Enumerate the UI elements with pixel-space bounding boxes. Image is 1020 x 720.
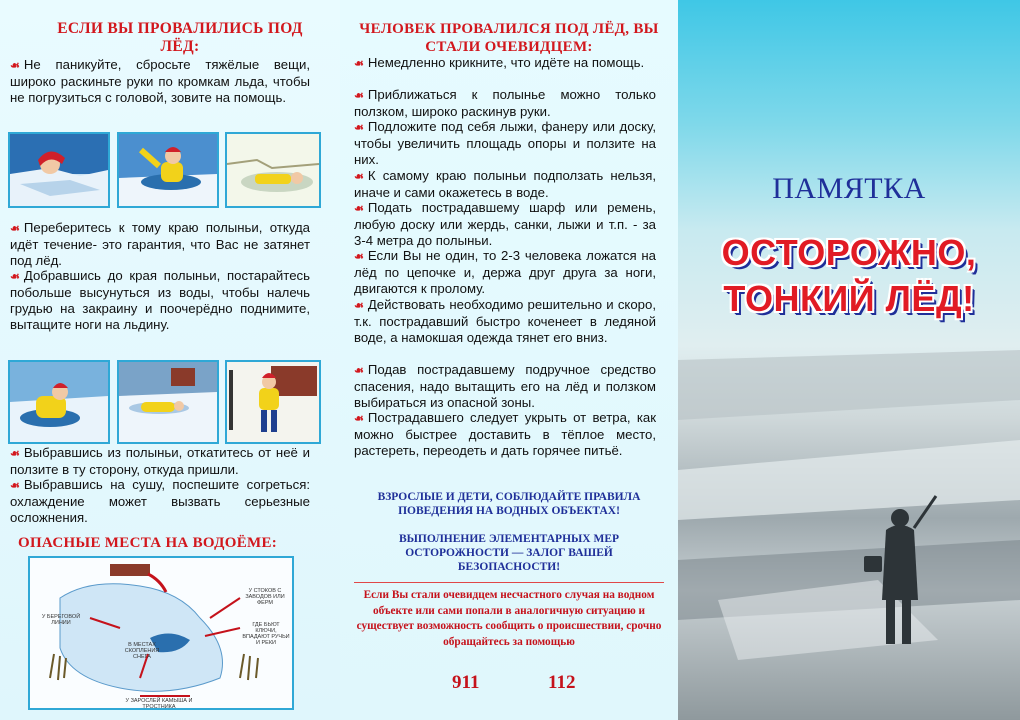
cover-title-line-1: ОСТОРОЖНО, (721, 232, 977, 273)
rules-reminder: ВЗРОСЛЫЕ И ДЕТИ, СОБЛЮДАЙТЕ ПРАВИЛА ПОВЕДЕНИЯ НА ВОДНЫХ ОБЪЕКТАХ! (377, 491, 641, 517)
bullet-icon: ☙ (354, 203, 364, 215)
bullet-icon: ☙ (10, 60, 20, 72)
left-panel (0, 0, 340, 720)
illustration-5 (117, 360, 219, 444)
left-paragraph-4: ☙ Выбравшись из полыньи, откатитесь от неё и ползите в ту сторону, откуда пришли. (10, 445, 310, 477)
instruction-item: ☙ Если Вы не один, то 2-3 человека ложатся на лёд по цепочке и, держа друг друга за ноги, двигаются к пролому. (354, 248, 656, 296)
bullet-icon: ☙ (354, 90, 364, 102)
emergency-note: Если Вы стали очевидцем несчастного случая на водном объекте или сами попали в аналогичную ситуацию и существует возможность сообщить о происшествии, срочно обращайтесь за помощью (356, 589, 662, 648)
instruction-item: ☙ К самому краю полыньи подползать нельзя, иначе и сами окажетесь в воде. (354, 168, 656, 200)
instruction-item: ☙ Действовать необходимо решительно и скоро, т.к. пострадавший быстро коченеет в ледяной воде, а намокшая одежда тянет его вниз. (354, 297, 656, 345)
illustration-2 (117, 132, 219, 208)
phone-911[interactable]: 911 (452, 672, 480, 693)
illustration-6 (225, 360, 321, 444)
bullet-icon: ☙ (354, 251, 364, 263)
bullet-icon: ☙ (354, 413, 364, 425)
map-label-reeds: У ЗАРОСЛЕЙ КАМЫША И ТРОСТНИКА (125, 698, 193, 710)
illustration-4 (8, 360, 110, 444)
bullet-icon: ☙ (10, 448, 20, 460)
phone-112[interactable]: 112 (548, 672, 576, 693)
middle-panel (340, 0, 678, 720)
instruction-item: ☙ Подложите под себя лыжи, фанеру или доску, чтобы увеличить площадь опоры и ползите на них. (354, 119, 656, 167)
bullet-icon: ☙ (10, 480, 20, 492)
instruction-item: ☙ Пострадавшего следует укрыть от ветра, как можно быстрее доставить в тёплое место, растереть, переодеть и дать горячее питьё. (354, 410, 656, 458)
illustration-3 (225, 132, 321, 208)
dangerous-places-map (28, 556, 294, 710)
instruction-item: ☙ Немедленно крикните, что идёте на помощь. (354, 55, 645, 70)
divider (354, 582, 664, 583)
left-paragraph-1: ☙ Не паникуйте, сбросьте тяжёлые вещи, широко раскиньте руки по кромкам льда, чтобы не погрузиться с головой, зовите на помощь. (10, 57, 310, 105)
bullet-icon: ☙ (10, 271, 20, 283)
left-paragraph-5: ☙ Выбравшись на сушу, поспешите согреться: охлаждение может вызвать серьезные осложнения. (10, 477, 310, 525)
left-paragraph-3: ☙ Добравшись до края полыньи, постарайтесь побольше высунуться из воды, чтобы налечь грудью на закраину и поочерёдно поднимите, вытащите ноги на льдину. (10, 268, 310, 332)
middle-heading: ЧЕЛОВЕК ПРОВАЛИЛСЯ ПОД ЛЁД, ВЫ СТАЛИ ОЧЕВИДЦЕМ: (359, 21, 659, 55)
bullet-icon: ☙ (354, 171, 364, 183)
illustration-1 (8, 132, 110, 208)
dangerous-places-title: ОПАСНЫЕ МЕСТА НА ВОДОЁМЕ: (18, 535, 278, 551)
map-label-drains: У СТОКОВ С ЗАВОДОВ ИЛИ ФЕРМ (245, 588, 285, 606)
instruction-item: ☙ Подать пострадавшему шарф или ремень, любую доску или жердь, санки, лыжи и т.п. - за 3-4 метра до полыньи. (354, 200, 656, 248)
instruction-item: ☙ Подав пострадавшему подручное средство спасения, надо вытащить его на лёд и ползком выбираться из опасной зоны. (354, 362, 656, 410)
bullet-icon: ☙ (354, 365, 364, 377)
safety-slogan: ВЫПОЛНЕНИЕ ЭЛЕМЕНТАРНЫХ МЕР ОСТОРОЖНОСТИ — ЗАЛОГ ВАШЕЙ БЕЗОПАСНОСТИ! (398, 533, 620, 573)
cover-title-line-2: ТОНКИЙ ЛЁД! (723, 278, 975, 319)
bullet-icon: ☙ (10, 223, 20, 235)
map-label-shore: У БЕРЕГОВОЙ ЛИНИИ (41, 614, 81, 626)
instruction-item: ☙ Приближаться к полынье можно только ползком, широко раскинув руки. (354, 87, 656, 119)
map-label-springs: ГДЕ БЬЮТ КЛЮЧИ, ВПАДАЮТ РУЧЬИ И РЕКИ (242, 622, 290, 646)
bullet-icon: ☙ (354, 122, 364, 134)
cover-panel (678, 0, 1020, 720)
map-label-snow: В МЕСТАХ СКОПЛЕНИЯ СНЕГА (124, 642, 160, 660)
leaflet-label: ПАМЯТКА (772, 172, 926, 205)
winter-lake-photo (678, 0, 1020, 720)
bullet-icon: ☙ (354, 300, 364, 312)
bullet-icon: ☙ (354, 58, 364, 70)
left-paragraph-2: ☙ Переберитесь к тому краю полыньи, откуда идёт течение- это гарантия, что Вас не затянет под лёд. (10, 220, 310, 268)
left-heading: ЕСЛИ ВЫ ПРОВАЛИЛИСЬ ПОД ЛЁД: (57, 20, 303, 55)
